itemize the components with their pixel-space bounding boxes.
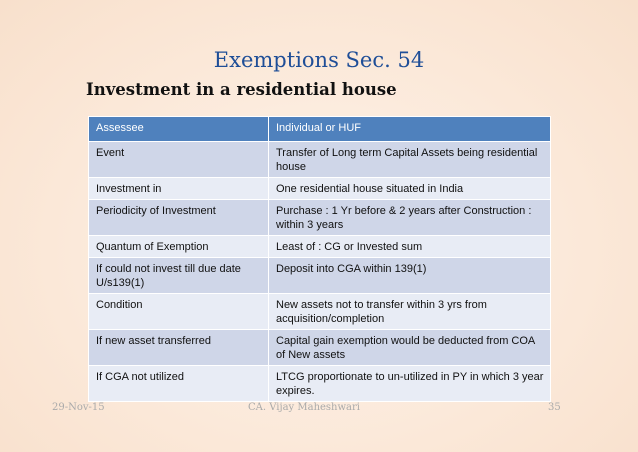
table-cell: Investment in [89,178,269,200]
table-cell: Purchase : 1 Yr before & 2 years after Construction : within 3 years [269,200,551,236]
table-row [89,236,551,258]
table-row [89,330,551,366]
table-cell: If could not invest till due date U/s139(1) [89,258,269,294]
table-cell: Capital gain exemption would be deducted from COA of New assets [269,330,551,366]
table-cell: If new asset transferred [89,330,269,366]
table-cell: Condition [89,294,269,330]
table-cell: LTCG proportionate to un-utilized in PY in which 3 year expires. [269,366,551,402]
table-row [89,258,551,294]
table-cell: Quantum of Exemption [89,236,269,258]
table-cell: Event [89,142,269,178]
table-cell: One residential house situated in India [269,178,551,200]
slide-title: Exemptions Sec. 54 [213,48,425,72]
table-row [89,294,551,330]
footer-author: CA. Vijay Maheshwari [248,402,360,413]
table-row [89,178,551,200]
footer-date: 29-Nov-15 [52,402,105,413]
table-cell: Periodicity of Investment [89,200,269,236]
table-row [89,200,551,236]
table-header-row [89,117,551,142]
table-header-cell: Individual or HUF [269,117,551,142]
table-cell: New assets not to transfer within 3 yrs from acquisition/completion [269,294,551,330]
table-cell: Deposit into CGA within 139(1) [269,258,551,294]
table-cell: Least of : CG or Invested sum [269,236,551,258]
table-cell: If CGA not utilized [89,366,269,402]
table-header-cell: Assessee [89,117,269,142]
table-row [89,366,551,402]
footer-page-number: 35 [548,402,561,413]
table-row [89,142,551,178]
slide-subtitle: Investment in a residential house [86,80,397,99]
table-cell: Transfer of Long term Capital Assets being residential house [269,142,551,178]
exemption-table [88,116,551,402]
